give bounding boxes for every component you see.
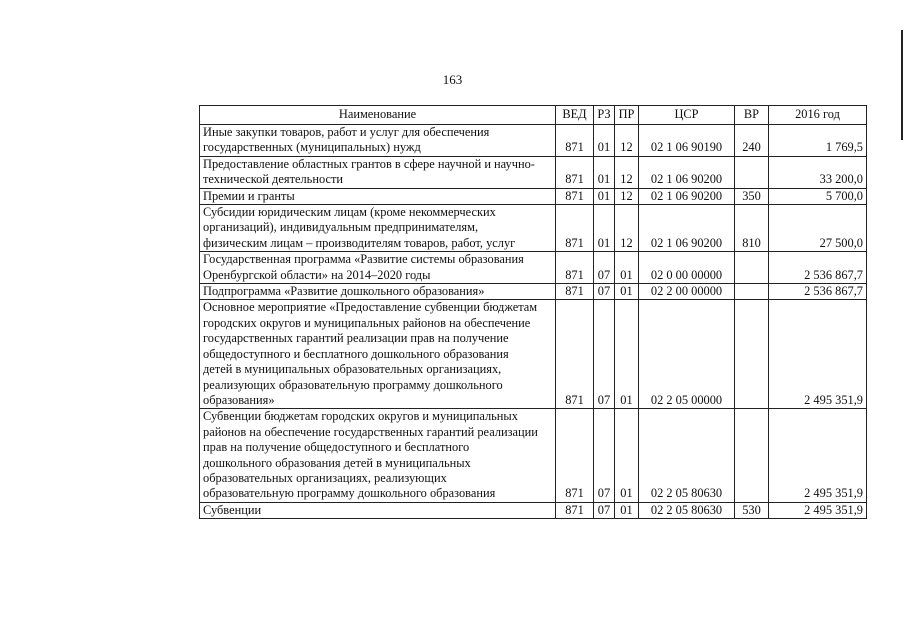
row-amount: 1 769,5 — [769, 125, 867, 157]
row-name-line: образовательную программу дошкольного образования — [203, 486, 496, 501]
row-name-line: Основное мероприятие «Предоставление субвенции бюджетам — [203, 300, 538, 315]
table-row — [200, 409, 867, 502]
row-name-line: Предоставление областных грантов в сфере научной и научно- — [203, 156, 535, 171]
row-rz: 01 — [594, 125, 615, 157]
table-row — [200, 125, 867, 157]
row-name-line: Иные закупки товаров, работ и услуг для обеспечения — [203, 125, 490, 139]
row-pr: 01 — [615, 300, 639, 409]
table-row — [200, 188, 867, 204]
row-name-line: Оренбургской области» на 2014–2020 годы — [203, 267, 431, 282]
row-csr: 02 1 06 90190 — [639, 125, 735, 157]
table-row — [200, 252, 867, 284]
row-ved: 871 — [556, 205, 594, 252]
header-pr: ПР — [615, 106, 639, 125]
row-vr — [735, 300, 769, 409]
header-vr: ВР — [735, 106, 769, 125]
row-vr — [735, 252, 769, 284]
row-amount: 2 495 351,9 — [769, 409, 867, 502]
table-header — [200, 106, 867, 125]
row-name-line: Субвенции бюджетам городских округов и муниципальных — [203, 409, 518, 424]
row-name-line: государственных (муниципальных) нужд — [203, 140, 421, 155]
row-pr: 01 — [615, 502, 639, 518]
row-rz: 07 — [594, 300, 615, 409]
row-ved: 871 — [556, 284, 594, 300]
row-amount: 33 200,0 — [769, 156, 867, 188]
row-rz: 01 — [594, 156, 615, 188]
row-name-line: общедоступного и бесплатного дошкольного образования — [203, 346, 509, 361]
row-rz: 01 — [594, 188, 615, 204]
row-vr — [735, 284, 769, 300]
row-ved: 871 — [556, 252, 594, 284]
table-row — [200, 502, 867, 518]
table-row — [200, 284, 867, 300]
row-ved: 871 — [556, 156, 594, 188]
row-pr: 12 — [615, 205, 639, 252]
row-ved: 871 — [556, 502, 594, 518]
row-name-line: организаций), индивидуальным предпринимателям, — [203, 220, 479, 235]
row-name — [200, 156, 556, 188]
row-amount: 2 536 867,7 — [769, 252, 867, 284]
table-row — [200, 300, 867, 409]
header-row — [200, 106, 867, 125]
row-name — [200, 284, 556, 300]
row-name-line: государственных гарантий реализации прав на получение — [203, 331, 509, 346]
row-csr: 02 2 05 80630 — [639, 409, 735, 502]
row-rz: 07 — [594, 502, 615, 518]
row-rz: 07 — [594, 409, 615, 502]
row-ved: 871 — [556, 125, 594, 157]
row-name-line: Государственная программа «Развитие системы образования — [203, 252, 524, 267]
row-csr: 02 0 00 00000 — [639, 252, 735, 284]
budget-table — [199, 105, 867, 519]
row-name — [200, 125, 556, 157]
row-csr: 02 2 05 00000 — [639, 300, 735, 409]
table-row — [200, 205, 867, 252]
row-name-line: районов на обеспечение государственных гарантий реализации — [203, 424, 538, 439]
row-ved: 871 — [556, 409, 594, 502]
row-ved: 871 — [556, 300, 594, 409]
header-amount: 2016 год — [769, 106, 867, 125]
row-pr: 12 — [615, 125, 639, 157]
row-pr: 12 — [615, 156, 639, 188]
row-vr: 240 — [735, 125, 769, 157]
row-amount: 5 700,0 — [769, 188, 867, 204]
row-csr: 02 1 06 90200 — [639, 188, 735, 204]
row-vr: 810 — [735, 205, 769, 252]
row-vr: 530 — [735, 502, 769, 518]
row-name-line: технической деятельности — [203, 172, 343, 187]
page-number: 163 — [442, 72, 463, 87]
header-name: Наименование — [200, 106, 556, 125]
row-name — [200, 502, 556, 518]
row-amount: 2 495 351,9 — [769, 502, 867, 518]
row-name-line: детей в муниципальных образовательных организациях, — [203, 362, 502, 377]
row-name — [200, 205, 556, 252]
row-name-line: Субвенции — [203, 502, 262, 517]
row-csr: 02 1 06 90200 — [639, 205, 735, 252]
row-name — [200, 188, 556, 204]
row-rz: 07 — [594, 284, 615, 300]
scan-edge-line — [901, 30, 903, 140]
row-vr: 350 — [735, 188, 769, 204]
row-name-line: образования» — [203, 392, 275, 407]
row-rz: 07 — [594, 252, 615, 284]
row-name — [200, 409, 556, 502]
row-name-line: реализующих образовательную программу дошкольного — [203, 377, 503, 392]
row-name-line: Субсидии юридическим лицам (кроме некоммерческих — [203, 205, 496, 220]
row-amount: 27 500,0 — [769, 205, 867, 252]
row-vr — [735, 409, 769, 502]
table-row — [200, 156, 867, 188]
row-vr — [735, 156, 769, 188]
row-name-line: городских округов и муниципальных районов на обеспечение — [203, 315, 531, 330]
header-ved: ВЕД — [556, 106, 594, 125]
header-rz: РЗ — [594, 106, 615, 125]
row-amount: 2 536 867,7 — [769, 284, 867, 300]
table-body — [200, 125, 867, 519]
row-name-line: образовательных организациях, реализующих — [203, 470, 447, 485]
row-name-line: Подпрограмма «Развитие дошкольного образования» — [203, 284, 485, 299]
row-amount: 2 495 351,9 — [769, 300, 867, 409]
row-csr: 02 1 06 90200 — [639, 156, 735, 188]
row-rz: 01 — [594, 205, 615, 252]
row-pr: 01 — [615, 409, 639, 502]
row-name — [200, 300, 556, 409]
row-pr: 12 — [615, 188, 639, 204]
row-name-line: прав на получение общедоступного и бесплатного — [203, 440, 470, 455]
row-csr: 02 2 05 80630 — [639, 502, 735, 518]
row-name-line: Премии и гранты — [203, 188, 295, 203]
row-pr: 01 — [615, 252, 639, 284]
row-name-line: физическим лицам – производителям товаров, работ, услуг — [203, 235, 516, 250]
header-csr: ЦСР — [639, 106, 735, 125]
row-ved: 871 — [556, 188, 594, 204]
row-name-line: дошкольного образования детей в муниципальных — [203, 455, 471, 470]
row-csr: 02 2 00 00000 — [639, 284, 735, 300]
row-name — [200, 252, 556, 284]
row-pr: 01 — [615, 284, 639, 300]
